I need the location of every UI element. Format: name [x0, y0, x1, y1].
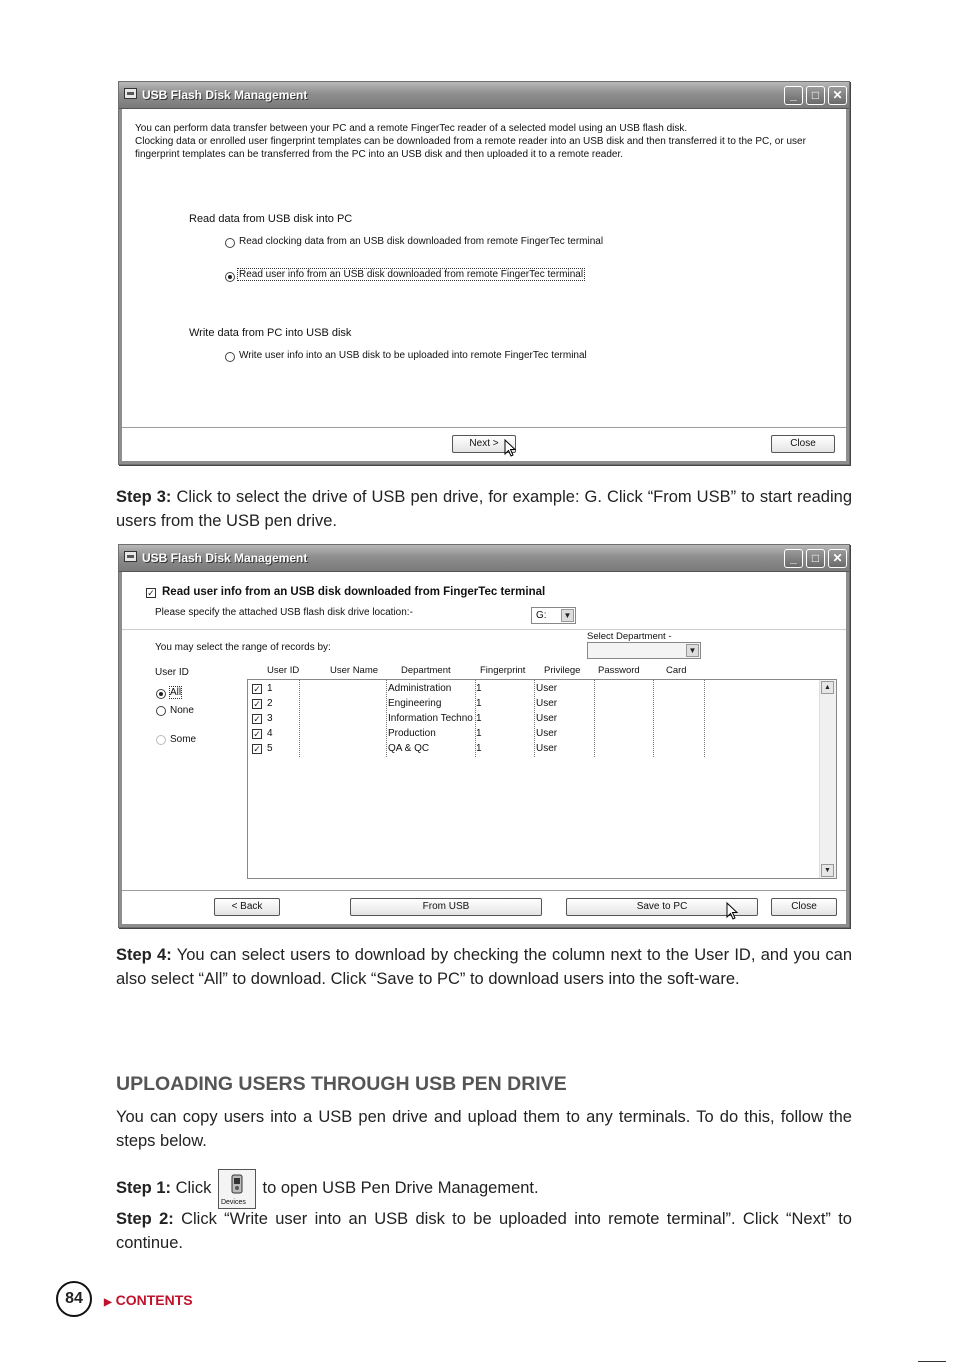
step1-label: Step 1: — [116, 1179, 172, 1197]
contents-label[interactable]: CONTENTS — [115, 1292, 193, 1308]
chevron-down-icon: ▼ — [686, 644, 699, 657]
page-number: 84 — [56, 1281, 92, 1317]
step1-paragraph — [116, 1166, 852, 1210]
dept-select[interactable] — [587, 642, 701, 659]
radio-some-label[interactable]: Some — [170, 734, 197, 745]
drive-prompt: Please specify the attached USB flash disk drive location:- — [155, 607, 413, 618]
cell-department: Information Techno — [388, 713, 473, 724]
devices-icon — [218, 1169, 256, 1209]
close-icon[interactable]: ✕ — [828, 86, 847, 105]
radio-some[interactable] — [156, 735, 166, 745]
scroll-up-icon[interactable]: ▲ — [821, 681, 834, 694]
user-grid[interactable] — [247, 679, 837, 879]
step2-label: Step 2: — [116, 1210, 174, 1228]
dialog-title: USB Flash Disk Management — [142, 551, 308, 565]
row-checkbox[interactable]: ✓ — [253, 714, 261, 724]
step3-paragraph — [116, 485, 852, 533]
row-checkbox[interactable]: ✓ — [253, 684, 261, 694]
step1-pre: Click — [171, 1179, 216, 1197]
cell-fingerprint: 1 — [476, 743, 482, 754]
cell-fingerprint: 1 — [476, 728, 482, 739]
cell-user-id: 1 — [267, 683, 273, 694]
mode-label: Read user info from an USB disk downloaded from FingerTec terminal — [162, 586, 546, 598]
corner-mark — [918, 1361, 946, 1362]
radio-none-label[interactable]: None — [170, 705, 194, 716]
cell-fingerprint: 1 — [476, 698, 482, 709]
step2-text: Click “Write user into an USB disk to be uploaded into remote terminal”. Click “Next” to continue. — [116, 1210, 852, 1252]
step3-label: Step 3: — [116, 488, 172, 506]
cell-user-id: 4 — [267, 728, 273, 739]
contents-link[interactable] — [104, 1292, 193, 1308]
radio-all[interactable] — [156, 689, 166, 699]
dialog-body — [119, 109, 849, 464]
usb-dialog-2 — [118, 544, 850, 928]
next-button[interactable]: Next > — [452, 435, 516, 453]
grid-scrollbar[interactable] — [819, 680, 836, 878]
app-icon — [124, 551, 137, 562]
save-to-pc-button[interactable]: Save to PC — [566, 898, 758, 916]
col-header[interactable]: Department — [401, 665, 451, 676]
step1-post: to open USB Pen Drive Management. — [257, 1179, 539, 1197]
step4-paragraph — [116, 943, 852, 991]
col-header[interactable]: Card — [666, 665, 687, 676]
table-row[interactable] — [248, 742, 818, 757]
range-prompt: You may select the range of records by: — [155, 642, 331, 653]
col-header[interactable]: User Name — [330, 665, 379, 676]
table-row[interactable] — [248, 682, 818, 697]
intro-line-1: You can perform data transfer between your PC and a remote FingerTec reader of a selected model using an USB flash disk. — [135, 123, 688, 134]
step4-text: You can select users to download by checking the column next to the User ID, and you can also select “All” to download. Click “Save to PC” to download users into the soft-ware. — [116, 946, 853, 988]
app-icon — [124, 88, 137, 99]
from-usb-button[interactable]: From USB — [350, 898, 542, 916]
scroll-down-icon[interactable]: ▼ — [821, 864, 834, 877]
cell-fingerprint: 1 — [476, 713, 482, 724]
divider — [122, 629, 846, 630]
minimize-icon[interactable]: _ — [784, 86, 803, 105]
radio-read-user[interactable] — [225, 272, 235, 282]
radio-write-user[interactable] — [225, 352, 235, 362]
userid-group-label: User ID — [155, 667, 189, 678]
cell-user-id: 5 — [267, 743, 273, 754]
chevron-down-icon: ▼ — [561, 609, 574, 622]
dept-label: Select Department - — [587, 631, 672, 642]
close-button[interactable]: Close — [771, 435, 835, 453]
divider — [122, 890, 846, 891]
mode-checkbox[interactable]: ✓ — [147, 588, 155, 598]
dialog-titlebar[interactable] — [119, 545, 849, 572]
cell-department: Administration — [388, 683, 452, 694]
minimize-icon[interactable]: _ — [784, 549, 803, 568]
cell-privilege: User — [536, 728, 558, 739]
dialog-body — [119, 572, 849, 927]
read-group-label: Read data from USB disk into PC — [189, 213, 353, 225]
cell-privilege: User — [536, 743, 558, 754]
back-button[interactable]: < Back — [214, 898, 280, 916]
cell-privilege: User — [536, 683, 558, 694]
mouse-cursor-icon — [726, 902, 740, 922]
radio-none[interactable] — [156, 706, 166, 716]
cell-user-id: 3 — [267, 713, 273, 724]
usb-dialog-1 — [118, 81, 850, 465]
col-header[interactable]: Privilege — [544, 665, 581, 676]
cell-department: Engineering — [388, 698, 442, 709]
row-checkbox[interactable]: ✓ — [253, 729, 261, 739]
cell-department: Production — [388, 728, 436, 739]
option-write-user-label[interactable]: Write user info into an USB disk to be uploaded into remote FingerTec terminal — [239, 350, 587, 361]
write-group-label: Write data from PC into USB disk — [189, 327, 352, 339]
close-button[interactable]: Close — [771, 898, 837, 916]
col-header[interactable]: User ID — [267, 665, 300, 676]
dialog-title: USB Flash Disk Management — [142, 88, 308, 102]
mouse-cursor-icon — [504, 439, 518, 459]
drive-select[interactable] — [531, 607, 576, 624]
step3-text: Click to select the drive of USB pen drive, for example: G. Click “From USB” to start reading users from the USB pen drive. — [116, 488, 852, 530]
radio-all-label[interactable]: All — [170, 687, 182, 698]
intro-line-2: Clocking data or enrolled user fingerprint templates can be downloaded from a remote reader into an USB disk and then transferred it to the PC, or user — [135, 136, 806, 147]
step2-paragraph — [116, 1207, 852, 1255]
intro-line-3: fingerprint templates can be transferred from the PC into an USB disk and then uploaded it to a remote reader. — [135, 149, 624, 160]
cell-user-id: 2 — [267, 698, 273, 709]
table-row[interactable] — [248, 727, 818, 742]
step4-label: Step 4: — [116, 946, 172, 964]
close-icon[interactable]: ✕ — [828, 549, 847, 568]
cell-department: QA & QC — [388, 743, 430, 754]
play-icon: ▶ — [104, 1297, 112, 1308]
option-read-clocking-label[interactable]: Read clocking data from an USB disk downloaded from remote FingerTec terminal — [239, 236, 604, 247]
dialog-titlebar[interactable] — [119, 82, 849, 109]
cell-privilege: User — [536, 713, 558, 724]
table-row[interactable] — [248, 697, 818, 712]
option-read-user-label[interactable]: Read user info from an USB disk downloaded from remote FingerTec terminal — [239, 269, 584, 280]
maximize-icon[interactable]: □ — [806, 549, 825, 568]
drive-value: G: — [536, 610, 547, 621]
cell-fingerprint: 1 — [476, 683, 482, 694]
section-heading: UPLOADING USERS THROUGH USB PEN DRIVE — [116, 1073, 567, 1095]
section-intro: You can copy users into a USB pen drive and upload them to any terminals. To do this, follow the steps below. — [116, 1108, 852, 1150]
table-row[interactable] — [248, 712, 818, 727]
col-header[interactable]: Fingerprint — [480, 665, 526, 676]
row-checkbox[interactable]: ✓ — [253, 699, 261, 709]
divider — [122, 427, 846, 428]
radio-read-clocking[interactable] — [225, 238, 235, 248]
row-checkbox[interactable]: ✓ — [253, 744, 261, 754]
col-header[interactable]: Password — [598, 665, 640, 676]
maximize-icon[interactable]: □ — [806, 86, 825, 105]
devices-caption: Devices — [220, 1198, 246, 1206]
cell-privilege: User — [536, 698, 558, 709]
